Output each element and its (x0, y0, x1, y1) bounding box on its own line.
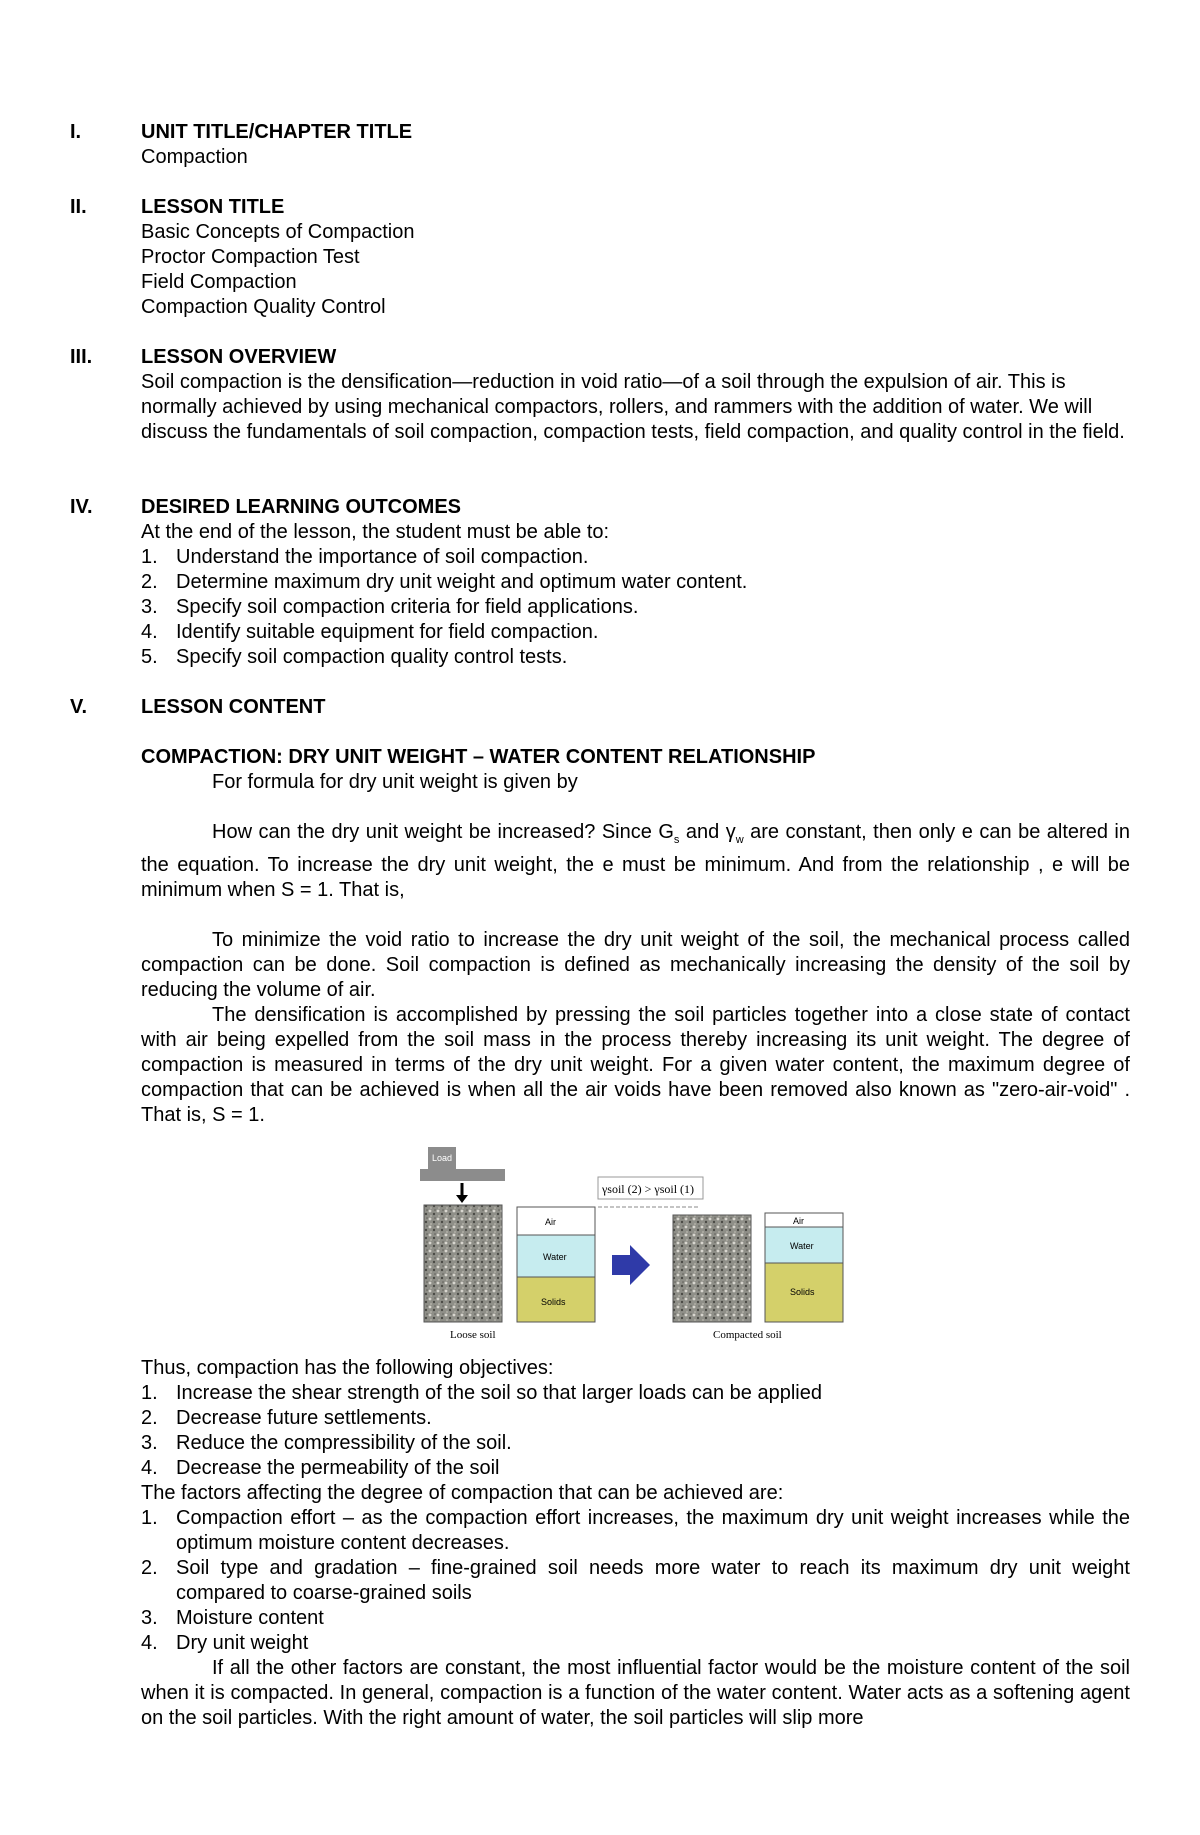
section-heading: LESSON TITLE (141, 196, 285, 218)
section-numeral: IV. (70, 496, 93, 518)
lesson-title-line: Basic Concepts of Compaction (141, 221, 415, 243)
section-4 (70, 495, 1130, 670)
paragraph: How can the dry unit weight be increased? Since $G_s$ and $\gamma_w$ are constant, then only e can be altered in the equation. To increase the dry unit weight, the e must be minimum. And from the relationship , e will be minimum when S = 1. That is, (141, 821, 1130, 901)
section-2 (70, 195, 1130, 320)
lesson-title-line: Field Compaction (141, 271, 297, 293)
section-heading: UNIT TITLE/CHAPTER TITLE (141, 121, 413, 143)
water-label: Water (543, 1252, 567, 1262)
list-item: 4. Dry unit weight (141, 1632, 309, 1654)
outcomes-list (141, 545, 1130, 670)
list-item: 3. Reduce the compressibility of the soil. (141, 1432, 512, 1454)
objectives-intro: Thus, compaction has the following objectives: (141, 1357, 554, 1379)
loose-soil-image (424, 1205, 502, 1322)
load-label: Load (432, 1153, 453, 1163)
lesson-content (70, 745, 1130, 1128)
factors-intro: The factors affecting the degree of compaction that can be achieved are: (141, 1482, 784, 1504)
section-heading: DESIRED LEARNING OUTCOMES (141, 496, 462, 518)
objectives-list (141, 1381, 1130, 1481)
compaction-diagram (420, 1145, 850, 1345)
list-item: 1. Compaction effort – as the compaction effort increases, the maximum dry unit weight increases while the optimum moisture content decreases. (141, 1507, 1130, 1554)
relation-text: γsoil (2) > γsoil (1) (602, 1182, 695, 1196)
loose-soil-caption: Loose soil (450, 1329, 496, 1341)
content-subheading: COMPACTION: DRY UNIT WEIGHT – WATER CONTENT RELATIONSHIP (141, 746, 816, 768)
solids-label: Solids (541, 1297, 566, 1307)
air-phase (765, 1213, 843, 1227)
section-heading: LESSON CONTENT (141, 696, 326, 718)
air-label: Air (793, 1216, 804, 1226)
section-3 (70, 345, 1130, 445)
water-label: Water (790, 1241, 814, 1251)
list-item: 3. Moisture content (141, 1607, 324, 1629)
section-numeral: II. (70, 196, 87, 218)
compacted-soil-caption: Compacted soil (713, 1329, 782, 1341)
lesson-title-line: Proctor Compaction Test (141, 246, 360, 268)
air-phase (517, 1207, 595, 1235)
down-arrow-head-icon (456, 1195, 468, 1203)
load-plate (420, 1169, 505, 1181)
paragraph: The densification is accomplished by pressing the soil particles together into a close state of contact with air being expelled from the soil mass in the process thereby increasing its unit weight. The degree of compaction is measured in terms of the dry unit weight. For a given water content, the maximum degree of compaction that can be achieved is when all the air voids have been removed also known as "zero-air-void" . That is, S = 1. (141, 1004, 1130, 1126)
outcomes-intro: At the end of the lesson, the student must be able to: (141, 521, 610, 543)
list-item: 2. Determine maximum dry unit weight and optimum water content. (141, 571, 748, 593)
section-5 (70, 695, 1130, 720)
section-heading: LESSON OVERVIEW (141, 346, 337, 368)
list-item: 2. Decrease future settlements. (141, 1407, 432, 1429)
list-item: 1. Understand the importance of soil compaction. (141, 546, 589, 568)
paragraph: For formula for dry unit weight is given by (212, 771, 578, 793)
section-numeral: V. (70, 696, 88, 718)
compaction-figure (420, 1145, 850, 1345)
section-numeral: III. (70, 346, 93, 368)
lesson-content-continued (70, 1356, 1130, 1731)
list-item: 5. Specify soil compaction quality control tests. (141, 646, 568, 668)
paragraph: To minimize the void ratio to increase the dry unit weight of the soil, the mechanical process called compaction can be done. Soil compaction is defined as mechanically increasing the density of the soil by reducing the volume of air. (141, 929, 1130, 1001)
right-arrow-icon (612, 1245, 650, 1285)
paragraph: If all the other factors are constant, the most influential factor would be the moisture content of the soil when it is compacted. In general, compaction is a function of the water content. Water acts as a softening agent on the soil particles. With the right amount of water, the soil particles will slip more (141, 1657, 1130, 1729)
section-numeral: I. (70, 121, 82, 143)
factors-list (141, 1506, 1130, 1656)
list-item: 2. Soil type and gradation – fine-grained soil needs more water to reach its maximum dry unit weight compared to coarse-grained soils (141, 1557, 1130, 1604)
list-item: 4. Decrease the permeability of the soil (141, 1457, 500, 1479)
unit-title: Compaction (141, 146, 248, 168)
list-item: 3. Specify soil compaction criteria for field applications. (141, 596, 639, 618)
overview-paragraph: Soil compaction is the densification—reduction in void ratio—of a soil through the expulsion of air. This is normally achieved by using mechanical compactors, rollers, and rammers with the addition of water. We will discuss the fundamentals of soil compaction, compaction tests, field compaction, and quality control in the field. (141, 371, 1125, 443)
solids-label: Solids (790, 1287, 815, 1297)
lesson-title-line: Compaction Quality Control (141, 296, 386, 318)
list-item: 4. Identify suitable equipment for field compaction. (141, 621, 599, 643)
section-1 (70, 120, 1130, 170)
list-item: 1. Increase the shear strength of the soil so that larger loads can be applied (141, 1382, 822, 1404)
compacted-soil-image (673, 1215, 751, 1322)
air-label: Air (545, 1217, 556, 1227)
